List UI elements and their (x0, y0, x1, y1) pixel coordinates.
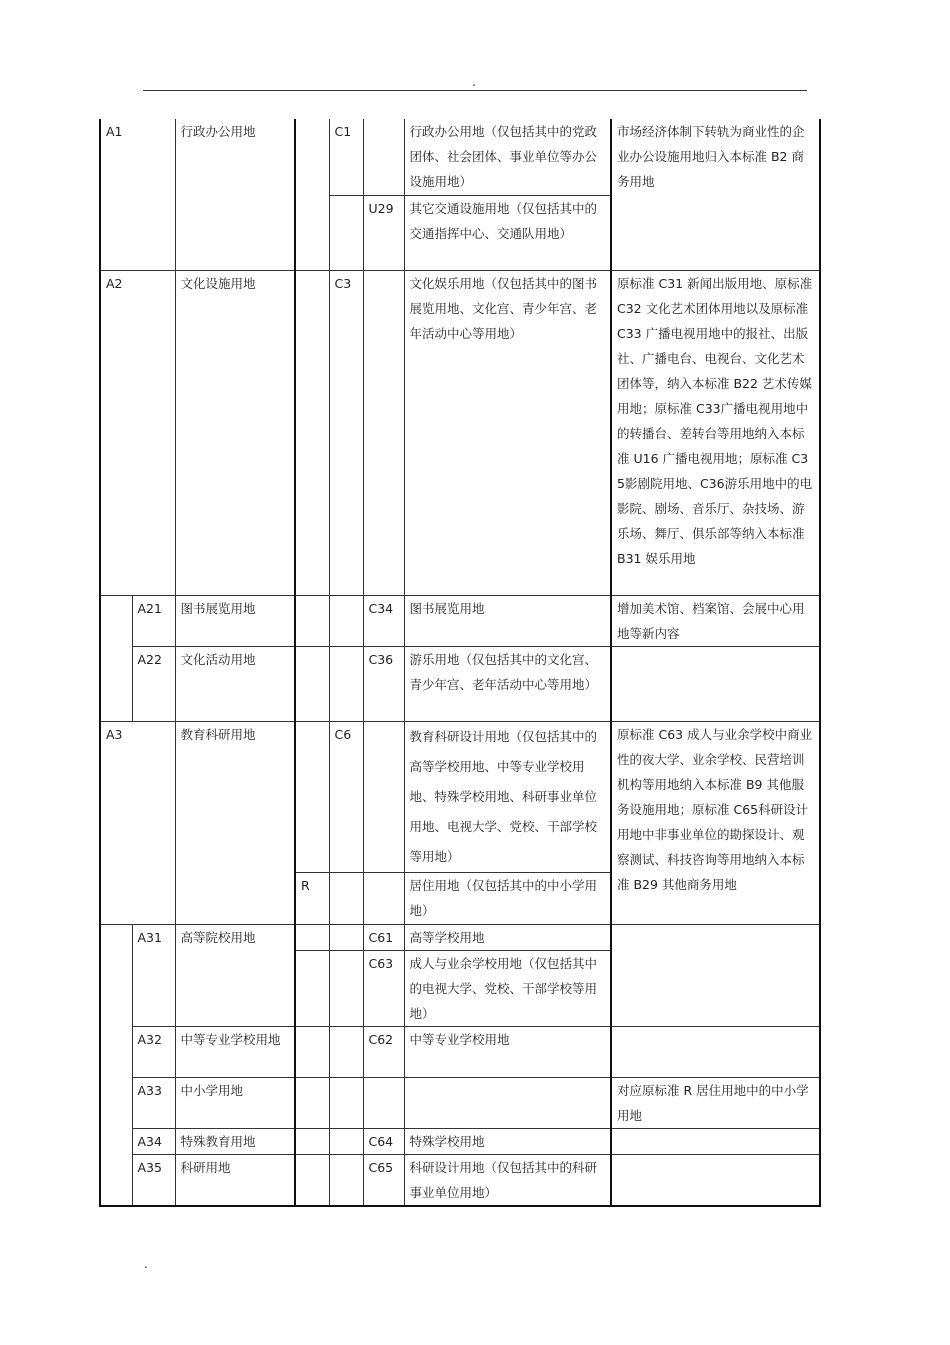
old-class-desc: 教育科研设计用地（仅包括其中的高等学校用地、中等专业学校用地、特殊学校用地、科研事业单位用地、电视大学、党校、干部学校等用地） (404, 721, 611, 872)
old-class-desc (404, 1077, 611, 1128)
table-row (100, 119, 820, 195)
class-code: A35 (132, 1154, 175, 1206)
old-small-code: C36 (363, 646, 404, 721)
old-class-desc: 游乐用地（仅包括其中的文化宫、青少年宫、老年活动中心等用地） (404, 646, 611, 721)
remark-note: 对应原标准 R 居住用地中的中小学用地 (611, 1077, 820, 1128)
old-major-code (295, 950, 329, 1026)
remark-note: 原标准 C31 新闻出版用地、原标准 C32 文化艺术团体用地以及原标准 C33 广播电视用地中的报社、出版社、广播电台、电视台、文化艺术团体等，纳入本标准 B22 艺术传媒用地；原标准 C33广播电视用地中的转播台、差转台等用地纳入本标准 U16 广播电视用地；原标准 C35影剧院用地、C36游乐用地中的电影院、剧场、音乐厅、杂技场、游乐场、舞厅、俱乐部等纳入本标准 B31 娱乐用地 (611, 270, 820, 595)
old-medium-code (329, 646, 363, 721)
old-major-code (295, 595, 329, 646)
old-class-desc: 图书展览用地 (404, 595, 611, 646)
class-name: 图书展览用地 (175, 595, 295, 646)
old-major-code (295, 119, 329, 270)
old-small-code (363, 270, 404, 595)
class-name: 科研用地 (175, 1154, 295, 1206)
old-medium-code (329, 924, 363, 950)
old-small-code (363, 872, 404, 924)
remark-note: 原标准 C63 成人与业余学校中商业性的夜大学、业余学校、民营培训机构等用地纳入本标准 B9 其他服务设施用地；原标准 C65科研设计用地中非事业单位的勘探设计、观察测试、科技咨询等用地纳入本标准 B29 其他商务用地 (611, 721, 820, 924)
remark-note (611, 924, 820, 1026)
old-major-code (295, 721, 329, 872)
footer-dot: . (144, 1257, 148, 1271)
old-medium-code (329, 195, 363, 270)
old-medium-code: C3 (329, 270, 363, 595)
table-row (100, 924, 820, 950)
old-major-code (295, 1077, 329, 1128)
table-row (100, 1128, 820, 1154)
old-medium-code: C1 (329, 119, 363, 195)
remark-note (611, 646, 820, 721)
old-medium-code (329, 595, 363, 646)
class-name: 文化活动用地 (175, 646, 295, 721)
remark-note (611, 1128, 820, 1154)
old-small-code: C61 (363, 924, 404, 950)
table-row (100, 270, 820, 595)
old-major-code (295, 1128, 329, 1154)
old-medium-code (329, 872, 363, 924)
old-medium-code (329, 1154, 363, 1206)
table-row (100, 1077, 820, 1128)
old-medium-code (329, 1026, 363, 1077)
remark-note (611, 1026, 820, 1077)
class-code: A21 (132, 595, 175, 646)
old-medium-code: C6 (329, 721, 363, 872)
old-medium-code (329, 1077, 363, 1128)
old-major-code (295, 270, 329, 595)
old-class-desc: 居住用地（仅包括其中的中小学用地） (404, 872, 611, 924)
old-class-desc: 特殊学校用地 (404, 1128, 611, 1154)
old-class-desc: 科研设计用地（仅包括其中的科研事业单位用地） (404, 1154, 611, 1206)
old-major-code (295, 1026, 329, 1077)
old-major-code (295, 924, 329, 950)
indent-gutter (100, 595, 132, 721)
land-use-classification-table (99, 119, 821, 1207)
class-code: A3 (100, 721, 175, 924)
old-class-desc: 成人与业余学校用地（仅包括其中的电视大学、党校、干部学校等用地） (404, 950, 611, 1026)
class-name: 教育科研用地 (175, 721, 295, 924)
old-small-code: C62 (363, 1026, 404, 1077)
indent-gutter (100, 924, 132, 1206)
old-major-code (295, 1154, 329, 1206)
table-row (100, 646, 820, 721)
old-small-code (363, 119, 404, 195)
class-code: A33 (132, 1077, 175, 1128)
class-name: 行政办公用地 (175, 119, 295, 270)
class-name: 特殊教育用地 (175, 1128, 295, 1154)
old-small-code (363, 1077, 404, 1128)
old-small-code: C34 (363, 595, 404, 646)
remark-note (611, 1154, 820, 1206)
old-class-desc: 中等专业学校用地 (404, 1026, 611, 1077)
class-code: A1 (100, 119, 175, 270)
old-medium-code (329, 950, 363, 1026)
class-code: A34 (132, 1128, 175, 1154)
old-major-code (295, 646, 329, 721)
old-small-code: C64 (363, 1128, 404, 1154)
remark-note: 增加美术馆、档案馆、会展中心用地等新内容 (611, 595, 820, 646)
old-major-code: R (295, 872, 329, 924)
old-class-desc: 其它交通设施用地（仅包括其中的交通指挥中心、交通队用地） (404, 195, 611, 270)
header-rule (143, 90, 807, 91)
old-small-code: U29 (363, 195, 404, 270)
old-small-code: C63 (363, 950, 404, 1026)
table-row (100, 1154, 820, 1206)
table-row (100, 1026, 820, 1077)
class-code: A31 (132, 924, 175, 1026)
table-row (100, 595, 820, 646)
class-code: A2 (100, 270, 175, 595)
old-medium-code (329, 1128, 363, 1154)
table-row (100, 721, 820, 872)
old-class-desc: 文化娱乐用地（仅包括其中的图书展览用地、文化宫、青少年宫、老年活动中心等用地） (404, 270, 611, 595)
class-code: A32 (132, 1026, 175, 1077)
class-name: 中等专业学校用地 (175, 1026, 295, 1077)
old-class-desc: 高等学校用地 (404, 924, 611, 950)
old-class-desc: 行政办公用地（仅包括其中的党政团体、社会团体、事业单位等办公设施用地） (404, 119, 611, 195)
old-small-code: C65 (363, 1154, 404, 1206)
remark-note: 市场经济体制下转轨为商业性的企业办公设施用地归入本标准 B2 商务用地 (611, 119, 820, 270)
header-dot: . (472, 75, 476, 89)
old-small-code (363, 721, 404, 872)
class-name: 文化设施用地 (175, 270, 295, 595)
class-name: 高等院校用地 (175, 924, 295, 1026)
class-code: A22 (132, 646, 175, 721)
class-name: 中小学用地 (175, 1077, 295, 1128)
